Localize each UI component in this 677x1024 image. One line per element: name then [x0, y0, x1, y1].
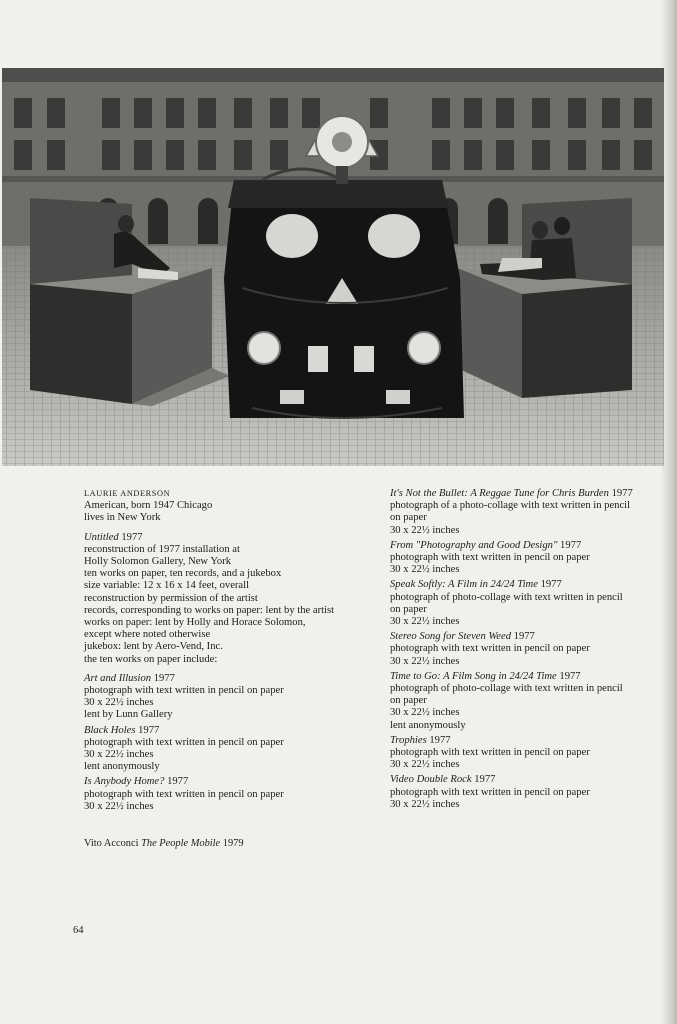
- work-detail: photograph of a photo-collage with text written in pencil: [390, 500, 631, 512]
- work-year: 1977: [471, 774, 496, 786]
- work-detail: photograph with text written in pencil on paper: [84, 736, 284, 748]
- work-heading: [84, 725, 384, 737]
- work-detail: on paper: [390, 695, 427, 707]
- work-detail: 30 x 22½ inches: [390, 655, 460, 667]
- left-column: [84, 488, 384, 813]
- artist-bio-line: lives in New York: [84, 512, 161, 524]
- work-title: Art and Illusion: [84, 672, 152, 684]
- page-number: 64: [73, 925, 84, 936]
- work-year: 1977: [537, 579, 562, 591]
- detail-line: except where noted otherwise: [84, 629, 211, 641]
- detail-line: records, corresponding to works on paper: lent by the artist: [84, 604, 335, 616]
- artist-bio-line: American, born 1947 Chicago: [84, 500, 213, 512]
- work-detail: lent anonymously: [84, 761, 160, 773]
- work-detail: 30 x 22½ inches: [390, 707, 460, 719]
- work-year: 1977: [556, 670, 581, 682]
- work-title: Stereo Song for Steven Weed: [390, 631, 512, 643]
- work-heading: [390, 631, 662, 643]
- work-title: It's Not the Bullet: A Reggae Tune for Chris Burden: [390, 488, 609, 499]
- work-detail: 30 x 22½ inches: [84, 697, 154, 709]
- work-detail: 30 x 22½ inches: [390, 524, 460, 536]
- work-heading: [390, 488, 662, 500]
- work-title: Untitled: [84, 531, 119, 543]
- work-year: 1977: [426, 734, 451, 746]
- work-title: Trophies: [390, 734, 427, 746]
- work-detail: photograph with text written in pencil on paper: [84, 788, 284, 800]
- work-title: Time to Go: A Film Song in 24/24 Time: [390, 670, 557, 682]
- work-title: Black Holes: [84, 724, 136, 736]
- work-heading: [390, 671, 662, 683]
- work-detail: photograph of photo-collage with text written in pencil: [390, 683, 623, 695]
- work-detail: photograph of photo-collage with text written in pencil: [390, 591, 623, 603]
- work-detail: 30 x 22½ inches: [84, 749, 154, 761]
- detail-line: jukebox: lent by Aero-Vend, Inc.: [84, 641, 223, 653]
- caption-year: 1979: [220, 838, 244, 849]
- work-year: 1977: [557, 539, 582, 551]
- detail-line: reconstruction by permission of the artist: [84, 592, 258, 604]
- work-detail: photograph with text written in pencil on paper: [390, 643, 590, 655]
- work-detail: lent by Lunn Gallery: [84, 709, 173, 721]
- work-title: Is Anybody Home?: [84, 776, 165, 788]
- detail-line: reconstruction of 1977 installation at: [84, 543, 240, 555]
- work-heading: [390, 540, 662, 552]
- right-column: [390, 488, 662, 811]
- detail-line: the ten works on paper include:: [84, 653, 218, 665]
- work-detail: 30 x 22½ inches: [390, 616, 460, 628]
- work-title: Speak Softly: A Film in 24/24 Time: [390, 579, 538, 591]
- work-title: From "Photography and Good Design": [390, 539, 558, 551]
- photo-caption: [84, 838, 244, 849]
- work-detail: 30 x 22½ inches: [84, 800, 154, 812]
- caption-title: The People Mobile: [141, 838, 221, 849]
- work-detail: 30 x 22½ inches: [390, 798, 460, 810]
- detail-line: ten works on paper, ten records, and a jukebox: [84, 568, 282, 580]
- work-year: 1977: [151, 672, 175, 684]
- detail-line: Holly Solomon Gallery, New York: [84, 556, 232, 568]
- work-year: 1977: [511, 631, 535, 643]
- work-title: Video Double Rock: [390, 774, 472, 786]
- work-detail: lent anonymously: [390, 719, 466, 731]
- work-detail: photograph with text written in pencil on paper: [84, 685, 284, 697]
- detail-line: size variable: 12 x 16 x 14 feet, overall: [84, 580, 250, 592]
- work-year: 1977: [608, 488, 633, 499]
- work-year: 1977: [118, 531, 143, 543]
- work-heading: [84, 776, 384, 788]
- work-heading: [390, 735, 662, 747]
- work-year: 1977: [164, 776, 189, 788]
- work-detail: photograph with text written in pencil on paper: [390, 552, 590, 564]
- work-detail: on paper: [390, 603, 427, 615]
- work-year: 1977: [135, 724, 160, 736]
- work-detail: 30 x 22½ inches: [390, 759, 460, 771]
- work-detail: photograph with text written in pencil on paper: [390, 747, 590, 759]
- work-heading: [390, 579, 662, 591]
- detail-line: works on paper: lent by Holly and Horace Solomon,: [84, 617, 306, 629]
- work-heading: [390, 774, 662, 786]
- artist-name: LAURIE ANDERSON: [84, 489, 171, 498]
- work-detail: on paper: [390, 512, 427, 524]
- work-heading: [84, 673, 384, 685]
- untitled-heading: [84, 532, 384, 544]
- artwork-photograph: [2, 68, 664, 466]
- caption-artist: Vito Acconci: [84, 838, 142, 849]
- work-detail: 30 x 22½ inches: [390, 564, 460, 576]
- work-detail: photograph with text written in pencil on paper: [390, 786, 590, 798]
